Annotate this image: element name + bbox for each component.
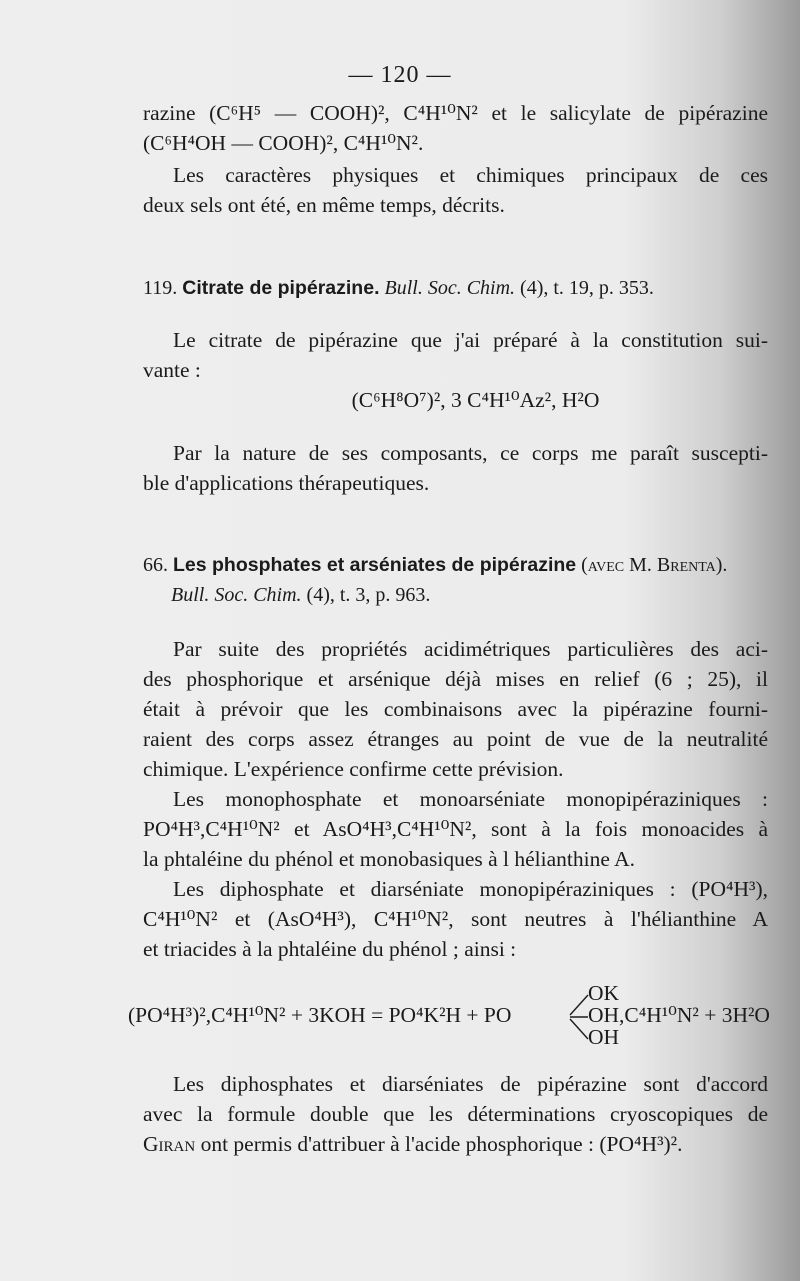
text-line: raient des corps assez étranges au point de vue de la neutralité [143,727,768,751]
text-line: était à prévoir que les combinaisons avec la pipérazine fourni- [143,697,768,721]
reference-119 [143,273,768,303]
reference-journal: Bull. Soc. Chim. [384,277,516,299]
text-line: des phosphorique et arsénique déjà mises en relief (6 ; 25), il [143,667,768,691]
text-line: Les monophosphate et monoarséniate monopipéraziniques : [173,787,768,811]
equation-branch-bottom: OH [588,1025,620,1049]
text-line: chimique. L'expérience confirme cette prévision. [143,757,564,781]
reference-title: Citrate de pipérazine. [182,277,380,299]
text-line: Par suite des propriétés acidimétriques particulières des aci- [173,637,768,661]
reference-66 [143,550,768,610]
reference-details: (4), t. 3, p. 963. [306,584,431,606]
page-number: — 120 — [348,62,452,88]
reference-title: Les phosphates et arséniates de pipérazine [173,554,577,576]
text-line: Les diphosphates et diarséniates de pipérazine sont d'accord [173,1072,768,1096]
bond-lines [568,989,592,1045]
reference-number: 119. [143,277,178,299]
paragraph-therapeutic [143,438,768,498]
text-line: ont permis d'attribuer à l'acide phosphorique : (PO⁴H³)². [195,1132,683,1156]
text-line: Les caractères physiques et chimiques principaux de ces [173,163,768,187]
text-line: Les diphosphate et diarséniate monopipéraziniques : (PO⁴H³), [173,877,768,901]
text-line: PO⁴H³,C⁴H¹⁰N² et AsO⁴H³,C⁴H¹⁰N², sont à la fois monoacides à [143,817,768,841]
text-line: la phtaléine du phénol et monobasiques à l hélianthine A. [143,847,635,871]
paragraph-characteristics [143,160,768,220]
reference-details: (4), t. 19, p. 353. [520,277,654,299]
text-line: ble d'applications thérapeutiques. [143,471,430,495]
citrate-formula: (C⁶H⁸O⁷)², 3 C⁴H¹⁰Az², H²O [351,388,600,412]
text-line: Le citrate de pipérazine que j'ai préparé à la constitution sui- [173,328,768,352]
text-line: C⁴H¹⁰N² et (AsO⁴H³), C⁴H¹⁰N², sont neutres à l'hélianthine A [143,907,768,931]
reference-coauthor: (avec M. Brenta). [581,554,728,576]
reference-number: 66. [143,554,168,576]
paragraph-acidimetric [143,634,768,784]
paragraph-diphosphate [143,874,768,964]
paragraph-citrate [143,325,768,415]
paragraph-cryoscopy [143,1069,768,1159]
text-line: deux sels ont été, en même temps, décrits. [143,193,505,217]
equation-branch-top: OK [588,981,620,1005]
author-name: Giran [143,1132,196,1156]
text-line: et triacides à la phtaléine du phénol ; ainsi : [143,937,517,961]
text-line: (C⁶H⁴OH — COOH)², C⁴H¹⁰N². [143,131,424,155]
equation-branch-middle: OH,C⁴H¹⁰N² + 3H²O [588,1003,770,1027]
reaction-equation [128,981,788,1051]
text-line: Par la nature de ses composants, ce corps me paraît suscepti- [173,441,768,465]
paragraph-monophosphate [143,784,768,874]
equation-left: (PO⁴H³)²,C⁴H¹⁰N² + 3KOH = PO⁴K²H + PO [128,1003,512,1027]
paragraph-benzoate [143,98,768,158]
text-line: razine (C⁶H⁵ — COOH)², C⁴H¹⁰N² et le salicylate de pipérazine [143,101,768,125]
text-line: avec la formule double que les déterminations cryoscopiques de [143,1102,768,1126]
reference-journal: Bull. Soc. Chim. [171,584,302,606]
text-line: vante : [143,358,201,382]
